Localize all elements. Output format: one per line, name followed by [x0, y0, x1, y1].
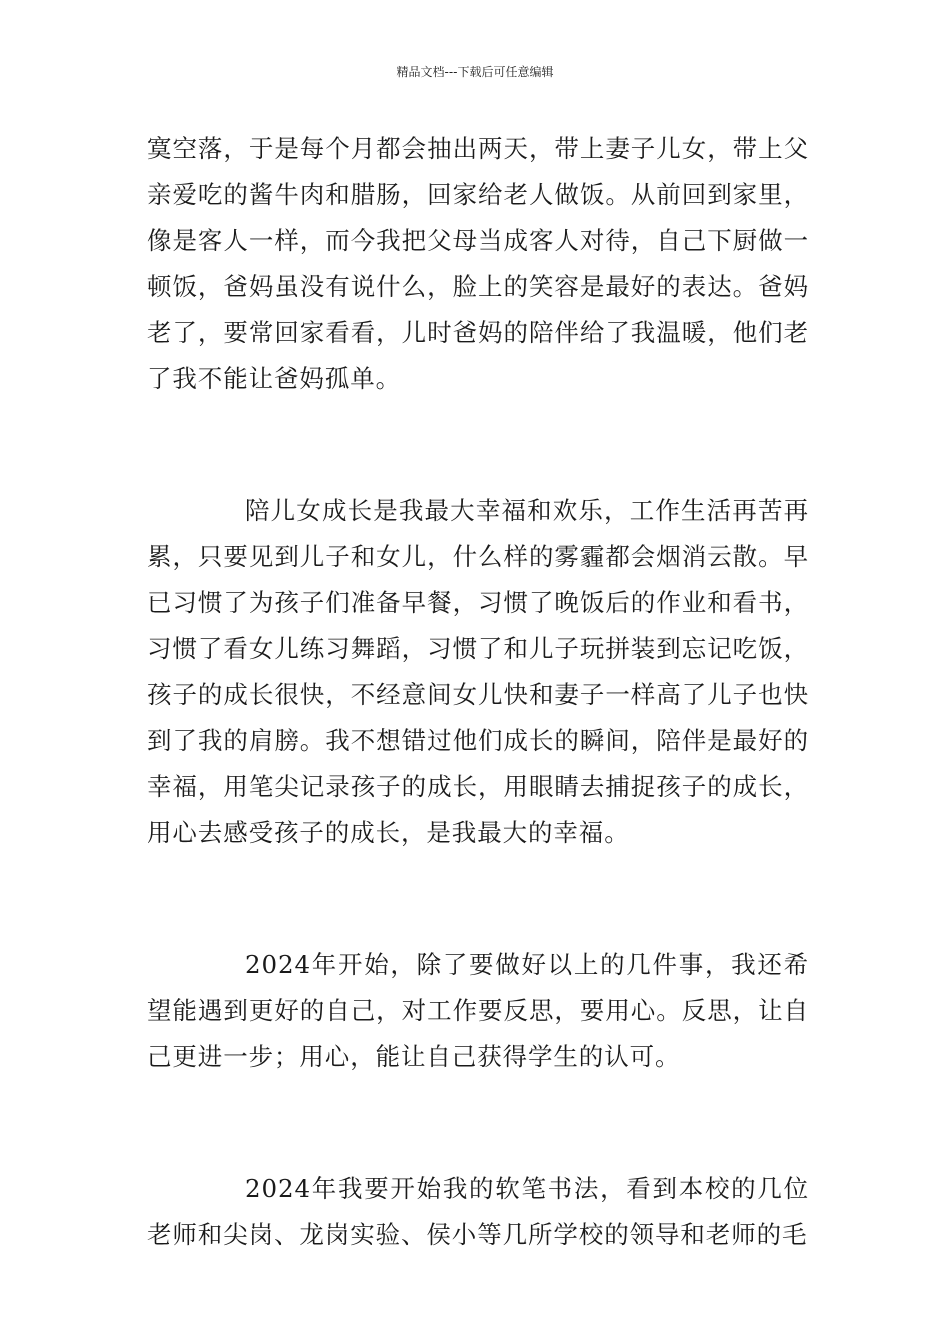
paragraph-spacer [147, 856, 809, 942]
page-header: 精品文档---下载后可任意编辑 [396, 65, 554, 79]
paragraph-3: 2024年开始，除了要做好以上的几件事，我还希望能遇到更好的自己，对工作要反思，要用心。反思，让自己更进一步；用心，能让自己获得学生的认可。 [147, 950, 809, 1071]
paragraph-spacer [147, 1080, 809, 1166]
paragraph-2: 陪儿女成长是我最大幸福和欢乐，工作生活再苦再累，只要见到儿子和女儿，什么样的雾霾都会烟消云散。早已习惯了为孩子们准备早餐，习惯了晚饭后的作业和看书，习惯了看女儿练习舞蹈，习惯了和儿子玩拼装到忘记吃饭，孩子的成长很快，不经意间女儿快和妻子一样高了儿子也快到了我的肩膀。我不想错过他们成长的瞬间，陪伴是最好的幸福，用笔尖记录孩子的成长，用眼睛去捕捉孩子的成长，用心去感受孩子的成长，是我最大的幸福。 [147, 496, 809, 847]
paragraph-4: 2024年我要开始我的软笔书法，看到本校的几位老师和尖岗、龙岗实验、侯小等几所学校的领导和老师的毛 [147, 1174, 809, 1249]
paragraph-spacer [147, 402, 809, 488]
paragraph-1: 寞空落，于是每个月都会抽出两天，带上妻子儿女，带上父亲爱吃的酱牛肉和腊肠，回家给老人做饭。从前回到家里，像是客人一样，而今我把父母当成客人对待，自己下厨做一顿饭，爸妈虽没有说什么，脸上的笑容是最好的表达。爸妈老了，要常回家看看，儿时爸妈的陪伴给了我温暖，他们老了我不能让爸妈孤单。 [147, 134, 809, 393]
document-body [147, 126, 809, 1258]
